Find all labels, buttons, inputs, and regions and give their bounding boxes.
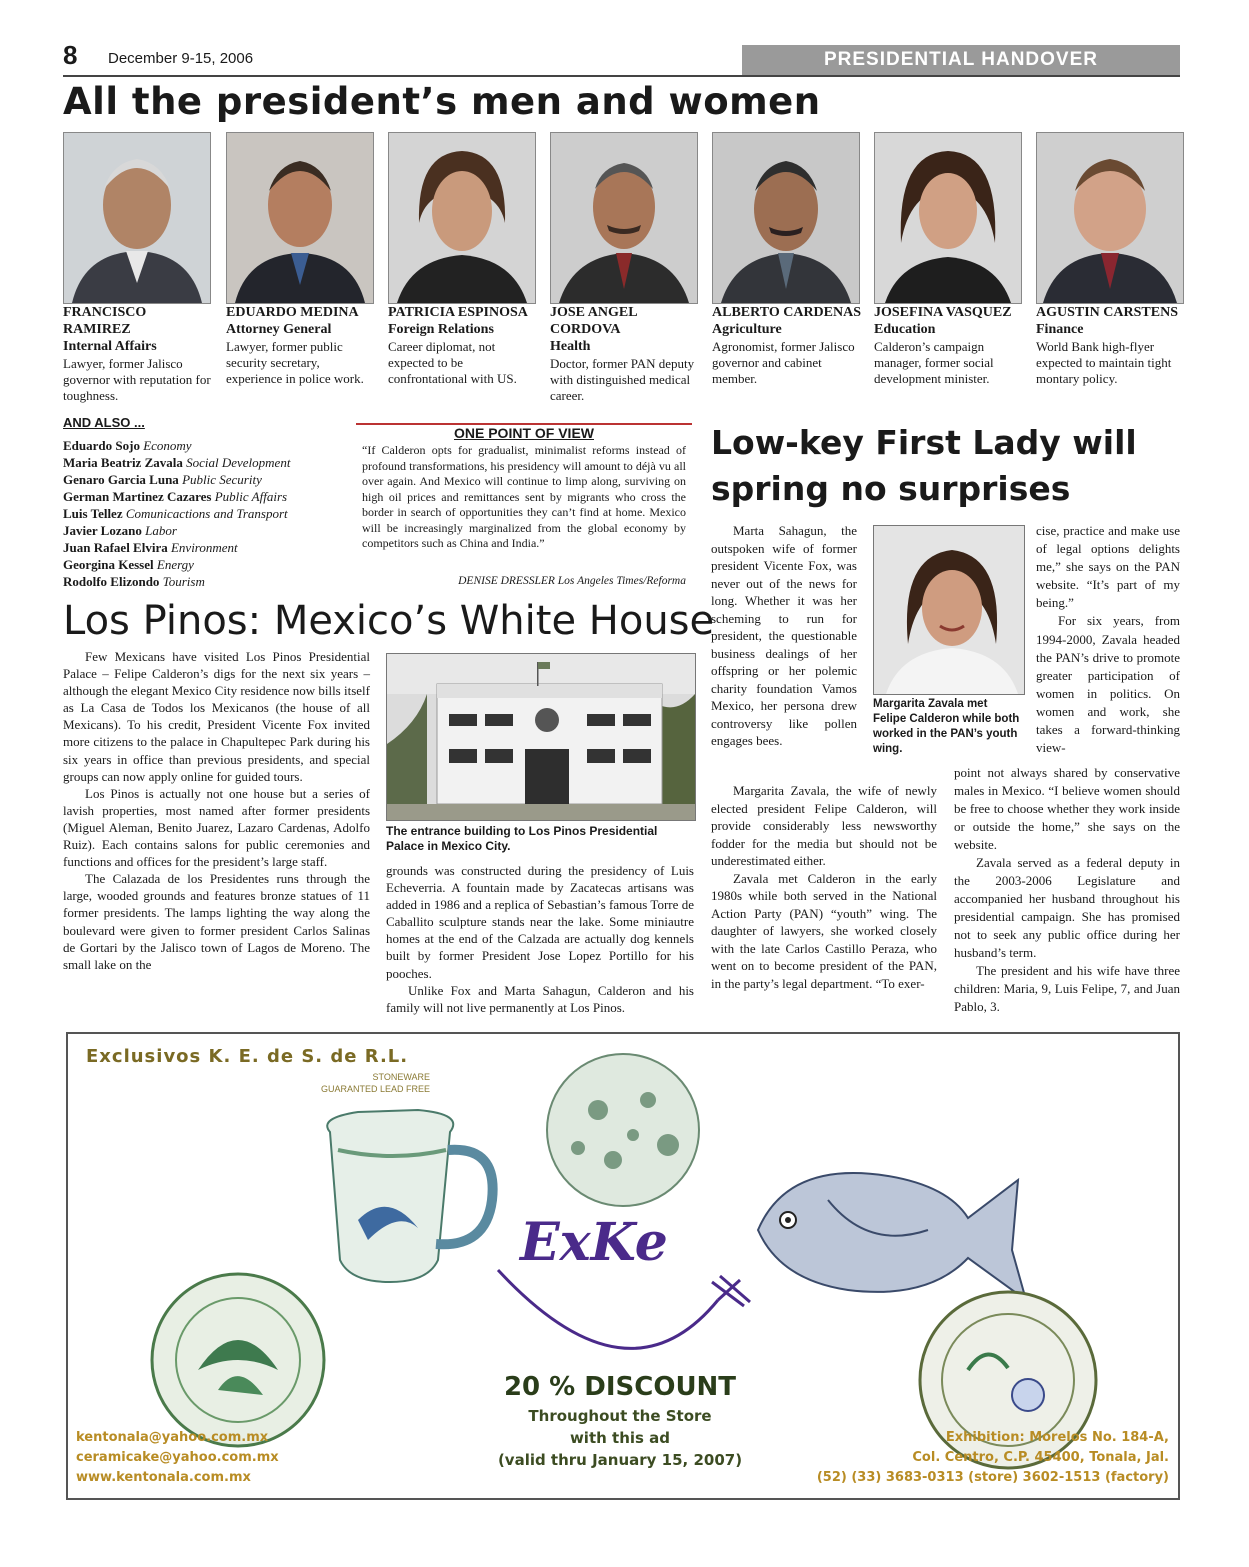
minister-portfolio: Attorney General (226, 322, 332, 337)
paragraph: Zavala served as a federal deputy in the 2003-2006 Legislature and accompanied her husband throughout his presidential campaign. She has promised not to seek any public office during her husband’s term. (954, 855, 1180, 960)
advert-phones: (52) (33) 3683-0313 (store) 3602-1513 (factory) (816, 1470, 1169, 1485)
los-pinos-column-2 (386, 862, 694, 1016)
official-role: Social Development (186, 455, 291, 470)
paragraph: Los Pinos is actually not one house but a series of lavish properties, most named after former presidents (Miguel Aleman, Benito Juarez, Lazaro Cardenas, Adolfo Ruiz). Each contains salons for public ceremonies and functions and offices for the president’s large staff. (63, 785, 370, 870)
advert-email: kentonala@yahoo.com.mx (76, 1430, 269, 1445)
minister-name: FRANCISCO RAMIREZ (63, 305, 147, 337)
paragraph: grounds was constructed during the presidency of Luis Echeverria. A fountain made by Zacatecas artisans was added in 1986 and a replica of Sebastian’s famous Torre de Caballito sculpture stands near the lake. Some miniautre homes at the end of the Calzada are actually dog kennels built by former President Jose Lopez Portillo for his pooches. (386, 863, 694, 981)
minister-portfolio: Finance (1036, 322, 1084, 337)
portrait-espinosa (388, 132, 536, 304)
official-role: Environment (170, 540, 238, 555)
official-role: Tourism (162, 574, 205, 589)
list-item (63, 454, 353, 471)
plate-left-illustration (152, 1274, 324, 1446)
advert-subline: Throughout the Store (528, 1407, 712, 1425)
portrait-ramirez (63, 132, 211, 304)
point-of-view-title: ONE POINT OF VIEW (453, 425, 594, 441)
official-role: Energy (156, 557, 194, 572)
vase-illustration (547, 1054, 699, 1206)
advert-tagline: STONEWARE (372, 1072, 430, 1082)
first-lady-headline: Low-key First Lady will spring no surprises (711, 423, 1137, 508)
list-item (63, 505, 353, 522)
minister-caption (550, 304, 700, 404)
advert-website: www.kentonala.com.mx (76, 1470, 251, 1485)
list-item (63, 573, 353, 590)
official-name: Luis Tellez (63, 506, 123, 521)
first-lady-photo (873, 525, 1025, 695)
official-name: Rodolfo Elizondo (63, 574, 160, 589)
official-name: Juan Rafael Elvira (63, 540, 168, 555)
advert-address: Exhibition: Morelos No. 184-A, (945, 1430, 1169, 1445)
official-name: Eduardo Sojo (63, 438, 140, 453)
paragraph: point not always shared by conservative males in Mexico. “I believe women should be free to choose whether they work inside or outside the home,” she says on the website. (954, 765, 1180, 852)
first-lady-column-2-bottom (954, 764, 1180, 1016)
minister-name: JOSEFINA VASQUEZ (874, 305, 1012, 320)
advert-subline: (valid thru January 15, 2007) (497, 1451, 743, 1469)
los-pinos-photo (386, 653, 696, 821)
official-role: Public Affairs (214, 489, 288, 504)
point-of-view-quote: “If Calderon opts for gradualist, minimalist reforms instead of profound transformations, his presidency will amount to déjà vu all over again. And Mexico will continue to limp along, surviving on high oil prices and remittances sent by migrants who cross the border in search of opportunities they can’t find at home. Mexico will be increasingly marginalized from the global economy by competitors such as China and India.” (362, 443, 686, 550)
list-item (63, 556, 353, 573)
main-headline: All the president’s men and women (63, 80, 821, 123)
portrait-carstens (1036, 132, 1184, 304)
minister-description: Doctor, former PAN deputy with distinguished medical career. (550, 356, 695, 403)
list-item (63, 522, 353, 539)
paragraph: Unlike Fox and Marta Sahagun, Calderon and his family will not live permanently at Los Pinos. (386, 982, 694, 1015)
first-lady-photo-caption: Margarita Zavala met Felipe Calderon while both worked in the PAN’s youth wing. (873, 698, 1020, 755)
official-role: Comunicactions and Transport (125, 506, 288, 521)
paragraph: For six years, from 1994-2000, Zavala headed the PAN’s drive to promote greater participation of women in politics. On women and work, she takes a forward-thinking view- (1036, 613, 1180, 756)
minister-name: AGUSTIN CARSTENS (1036, 305, 1178, 320)
official-name: Genaro Garcia Luna (63, 472, 179, 487)
first-lady-column-2-top (1036, 522, 1180, 757)
los-pinos-column-1 (63, 648, 370, 973)
fish-illustration (758, 1173, 1026, 1300)
paragraph: The Calazada de los Presidentes runs through the large, wooded grounds and features bronze statues of 11 former presidents. The lamps lighting the way along the boulevard were given to former president Carlos Salinas de Gortari by the Jalisco town of Lagos de Moreno. The small lake on the (63, 871, 370, 972)
minister-name: PATRICIA ESPINOSA (388, 305, 528, 320)
paragraph: cise, practice and make use of legal options delights me,” she says on the PAN website. “It’s part of my being.” (1036, 523, 1180, 611)
list-item (63, 539, 353, 556)
los-pinos-headline: Los Pinos: Mexico’s White House (63, 598, 715, 644)
minister-portfolio: Internal Affairs (63, 339, 157, 354)
and-also-list (63, 437, 353, 590)
list-item (63, 488, 353, 505)
paragraph: The president and his wife have three children: Maria, 9, Luis Felipe, 7, and Juan Pablo, 3. (954, 963, 1180, 1014)
minister-description: Lawyer, former Jalisco governor with reputation for toughness. (63, 356, 211, 403)
minister-description: Career diplomat, not expected to be confrontational with US. (388, 339, 517, 386)
page-number: 8 (63, 40, 78, 70)
official-name: German Martinez Cazares (63, 489, 212, 504)
list-item (63, 437, 353, 454)
paragraph: Few Mexicans have visited Los Pinos Presidential Palace – Felipe Calderon’s digs for the next six years – although the elegant Mexico City residence now bills itself as La Casa de Todos los Mexicanos (the house of all Mexicans). To his credit, President Vicente Fox invited more citizens to the palace in Chapultepec Park during his six years in office than previous presidents, and special groups can now apply online for guided tours. (63, 649, 370, 784)
minister-name: ALBERTO CARDENAS (712, 305, 862, 320)
portrait-medina (226, 132, 374, 304)
first-lady-column-1-top (711, 522, 857, 750)
minister-portfolio: Foreign Relations (388, 322, 494, 337)
first-lady-column-1-bottom (711, 782, 937, 992)
minister-name: EDUARDO MEDINA (226, 305, 359, 320)
paragraph: Zavala met Calderon in the early 1980s while both served in the National Action Party (PAN) “youth” wing. The daughter of lawyers, she worked closely with the late Carlos Castillo Peraza, who went on to become president of the PAN, in the party’s legal department. “To exer- (711, 870, 937, 991)
section-banner: PRESIDENTIAL HANDOVER (742, 45, 1180, 75)
issue-date: December 9-15, 2006 (108, 50, 254, 67)
advert-company: Exclusivos K. E. de S. de R.L. (86, 1046, 409, 1067)
paragraph: Margarita Zavala, the wife of newly elected president Felipe Calderon, will provide considerably less newsworthy fodder for the media but should not be underestimated either. (711, 783, 937, 868)
advert-tagline: GUARANTED LEAD FREE (320, 1084, 430, 1094)
advert-subline: with this ad (569, 1429, 671, 1447)
portrait-cardenas (712, 132, 860, 304)
portrait-cordova (550, 132, 698, 304)
minister-caption (874, 304, 1024, 387)
minister-caption (226, 304, 376, 387)
and-also-title: AND ALSO ... (63, 415, 145, 430)
minister-description: World Bank high-flyer expected to maintain tight montary policy. (1036, 339, 1172, 386)
minister-caption (63, 304, 213, 404)
official-role: Labor (145, 523, 177, 538)
minister-description: Agronomist, former Jalisco governor and cabinet member. (712, 339, 855, 386)
minister-portfolio: Education (874, 322, 936, 337)
mug-illustration (327, 1110, 492, 1282)
minister-description: Lawyer, former public security secretary, experience in police work. (226, 339, 364, 386)
minister-portfolio: Health (550, 339, 591, 354)
advert-email: ceramicake@yahoo.com.mx (76, 1450, 279, 1465)
portrait-vasquez (874, 132, 1022, 304)
paragraph: Marta Sahagun, the outspoken wife of former president Vicente Fox, was never out of the news for long. Whether it was her scheming to run for president, the questionable business dealings of her offspring or her polemic charity foundation Vamos Mexico, her persona drew controversy like pollen engages bees. (711, 523, 857, 748)
minister-name: JOSE ANGEL CORDOVA (550, 305, 637, 337)
minister-description: Calderon’s campaign manager, former social development minister. (874, 339, 994, 386)
minister-caption (712, 304, 862, 387)
minister-portfolio: Agriculture (712, 322, 782, 337)
official-name: Georgina Kessel (63, 557, 154, 572)
los-pinos-photo-caption: The entrance building to Los Pinos Presidential Palace in Mexico City. (386, 824, 658, 853)
official-name: Javier Lozano (63, 523, 142, 538)
official-role: Public Security (182, 472, 262, 487)
advert-discount: 20 % DISCOUNT (503, 1372, 737, 1402)
advert-address: Col. Centro, C.P. 45400, Tonala, Jal. (912, 1450, 1169, 1465)
advert-logo: ExKe (520, 1212, 668, 1273)
official-role: Economy (143, 438, 192, 453)
point-of-view-byline: DENISE DRESSLER Los Angeles Times/Reforma (458, 575, 686, 587)
minister-caption (1036, 304, 1186, 387)
list-item (63, 471, 353, 488)
minister-caption (388, 304, 538, 387)
official-name: Maria Beatriz Zavala (63, 455, 183, 470)
header-rule (63, 75, 1180, 77)
